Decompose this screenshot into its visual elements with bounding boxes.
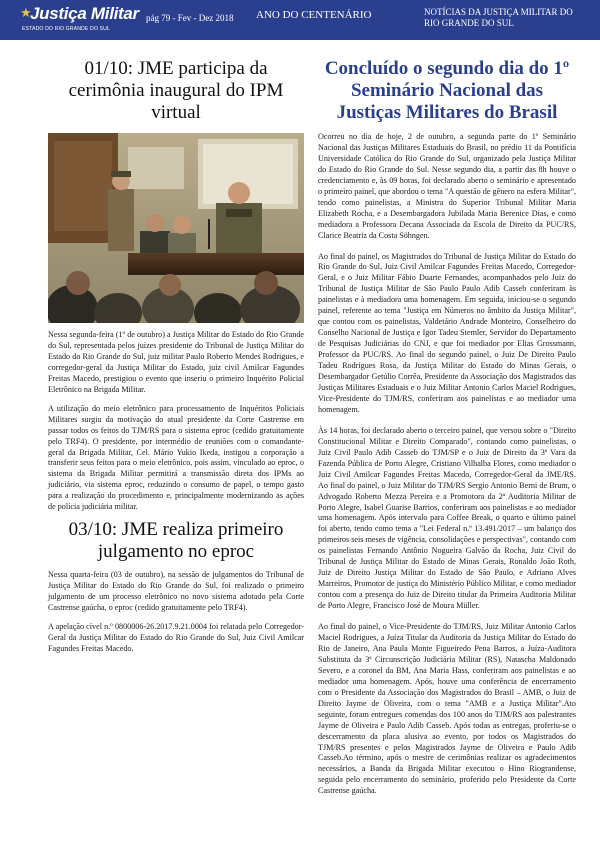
right-column: [318, 58, 576, 797]
centenary-label: ANO DO CENTENÁRIO: [256, 9, 372, 21]
logo-subtitle: ESTADO DO RIO GRANDE DO SUL: [22, 26, 110, 32]
article2-title: 03/10: JME realiza primeiro julgamento no eproc: [68, 519, 284, 563]
seminar-paragraph: Ao final do painel, os Magistrados do Tribunal de Justiça Militar do Estado do Rio Grande do Sul, Juiz Civil Amilcar Fagundes Freitas Macedo, Corregedor-Geral, e o Juiz Militar Fábio Duarte Fernandes, acompanhados pelo Juiz do Tribunal de Justiça Militar de São Paulo Paulo Adib Casseb conferiram às painelistas e à mediadora uma homenagem. Em seguida, iniciou-se o segundo painel, referente ao tema "Justiça em Números no âmbito da Justiça Militar", que contou com os painelistas, Valdetário Andrade Monteiro, Conselheiro do Conselho Nacional de Justiça e Igor Tadeu Stemler, Servidor do Departamento de Pesquisas Judiciárias do CNJ, e que foi mediador por Elias Grossmann, Professor da PUC/RS. Ao final do segundo painel, o Juiz De Direito Paulo Tadeu Rodrigues Rosa, da Justiça Militar do Estado do Minas Gerais, o Desembargador Getúlio Corrêa, Presidente da Associação dos Magistrados das Justiças Militares Estaduais e o Juiz Militar Antonio Carlos Maciel Rodrigues, Vice-Presidente do TJM/RS, conferiram aos painelistas e ao mediador uma homenagem.: [318, 251, 576, 414]
seminar-paragraph: Ocorreu no dia de hoje, 2 de outubro, a segunda parte do 1º Seminário Nacional das Justiças Militares Estaduais do Brasil, no prédio 11 da Pontifícia Universidade Católica do Rio Grande do Sul, organizado pela Justiça Militar do Estado do Rio Grande do Sul. Nesse segundo dia, a partir das 8h houve o credenciamento e, às 09 horas, foi declarado aberto o seminário e apresentado o primeiro painel, que abordou o tema "A questão de gênero na esfera Militar", tendo como painelistas, a Ministra do Superior Tribunal Militar Maria Elizabeth Rocha, e a Desembargadora Jubilada Maria Berenice Dias, e como mediadora a Professora Decana Associada da Escola de Direito da PUC/RS, Clarice Beatriz da Costa Söhngen.: [318, 132, 576, 240]
seminar-paragraph: Às 14 horas, foi declarado aberto o terceiro painel, que versou sobre o "Direito Constitucional Militar e Direito Comparado", contando como painelistas, o Juiz Civil Paulo Adib Casseb do TJM/SP e o Juiz de Direito da 3ª Vara da Fazenda Pública de Porto Alegre, Cristiano Vilhalba Flores, como mediador o Juiz Civil Amilcar Fagundes Freitas Macedo, Corregedor-Geral da JME/RS. Ao final do painel, o Juiz Militar do TJM/RS Sergio Antonio Berni de Brum, o Advogado Roberto Mezza Pereira e a Promotora da 2ª Auditoria Militar de Porto Alegre, Isabel Guarise Barrios, conferiram aos painelistas e ao mediador uma homenagem. Após intervalo para Coffee Break, o quarto e último painel foi aberto, tendo como tema a "Lei Federal n.º 13.491/2017 – um balanço dos primeiros seis meses de vigência, consolidações e perspectivas", contando com os painelistas Fernando Antônio Nogueira Galvão da Rocha, Juiz Civil do Tribunal de Justiça Militar do Estado de Minas Gerais, Ronaldo João Roth, Juiz de Direito Justiça Militar do Estado de São Paulo, e Adriano Alves Marreiros, Promotor de justiça do Ministério Público Militar, e como mediador contou com a presença do Juiz de Direito titular da Primeira Auditoria Militar de Porto Alegre, Francisco José de Moura Müller.: [318, 425, 576, 611]
article1-title: 01/10: JME participa da cerimônia inaugural do IPM virtual: [68, 58, 284, 123]
logo-title: Justiça Militar: [30, 4, 139, 23]
section-label: NOTÍCIAS DA JUSTIÇA MILITAR DO RIO GRANDE DO SUL: [424, 7, 573, 28]
page-header: [0, 0, 600, 40]
article2-paragraph: Nessa quarta-feira (03 de outubro), na sessão de julgamentos do Tribunal de Justiça Militar do Estado do Rio Grande do Sul, foi realizado o primeiro julgamento de um processo eletrônico no novo sistema adotado pela Corte Castrense gaúcha, o eproc (cedido gratuitamente pelo TRF4).: [48, 570, 304, 613]
ceremony-photo: [48, 133, 304, 323]
seminar-paragraph: Ao final do painel, o Vice-Presidente do TJM/RS, Juiz Militar Antonio Carlos Maciel Rodrigues, a Juíza Titular da Auditoria da Justiça Militar do Estado do Rio de Janeiro, Ana Paula Monte Figueiredo Pena Barros, a Juíza-Auditora Substituta da 3ª Circunscrição Judiciária Militar (RS), Natascha Maldonado Severo, e a coronel da BM, Ana Maria Hass, conferiram aos painelistas e ao mediador uma homenagem. Após, houve uma conferência de encerramento com o Presidente da Associação dos Magistrados do Brasil – AMB, o Juiz de Direito Jayme de Oliveira, com o tema "AMB e a Justiça Militar".Ato seguinte, foram entregues comendas dos 100 anos do TJM/RS aos palestrantes Jayme de Oliveira e Paulo Adib Casseb. Após todas as entregas, proferiu-se o descerramento da placa alusiva ao evento, por todos os Magistrados do TJM/RS presentes e pelos Magistrados Jayme de Oliveira e Paulo Adib Casseb.Ao término, após o mestre de cerimônias realizar os agradecimentos necessários, a Banda da Brigada Militar executou o Hino Riograndense, seguida pelo encerramento do seminário, proferido pelo Presidente da Corte Castrense gaúcha.: [318, 622, 576, 796]
article1-paragraph: Nessa segunda-feira (1º de outubro) a Justiça Militar do Estado do Rio Grande do Sul, representada pelos juízes presidente do Tribunal de Justiça Militar do Estado do Rio Grande do Sul, juiz militar Paulo Roberto Mendes Rodrigues, e corregedor-geral da Justiça Militar do Estado, juiz civil Amilcar Fagundes Freitas Macedo, prestigiou o evento que inseriu o primeiro Inquérito Policial Eletrônico na Brigada Militar.: [48, 330, 304, 394]
star-icon: ★: [20, 5, 32, 20]
article1-paragraph: A utilização do meio eletrônico para processamento de Inquéritos Policiais Militares surgiu da motivação do atual presidente da Corte Castrense em passar todos os feitos do TJM/RS para o sistema eproc (cedido gratuitamente pelo TRF4). O presidente, por intermédio de reuniões com o comandante-geral da Brigada Militar, Cel. Mário Yukio Ikeda, instigou a corporação a transferir seus feitos para o meio eletrônico, pois assim, vinculado ao eproc, o sistema da Brigada Militar permitirá a transmissão direta dos IPMs ao judiciário, via sistema eproc, reduzindo o consumo de papel, o tempo gasto para a realização do procedimento e, principalmente modernizando as ações de polícia judiciária militar.: [48, 403, 304, 512]
page-info: pág 79 - Fev - Dez 2018: [146, 13, 234, 23]
seminar-article-title: Concluído o segundo dia do 1º Seminário Nacional das Justiças Militares do Brasil: [324, 58, 570, 123]
left-column: [48, 58, 304, 655]
ceremony-photo-illustration: [48, 133, 304, 323]
justica-militar-logo: [20, 4, 139, 36]
article2-paragraph: A apelação cível n.º 0800006-26.2017.9.21.0004 foi relatada pelo Corregedor-Geral da Justiça Militar do Estado do Rio Grande do Sul, Juiz Civil Amilcar Fagundes Freitas Macedo.: [48, 622, 304, 653]
